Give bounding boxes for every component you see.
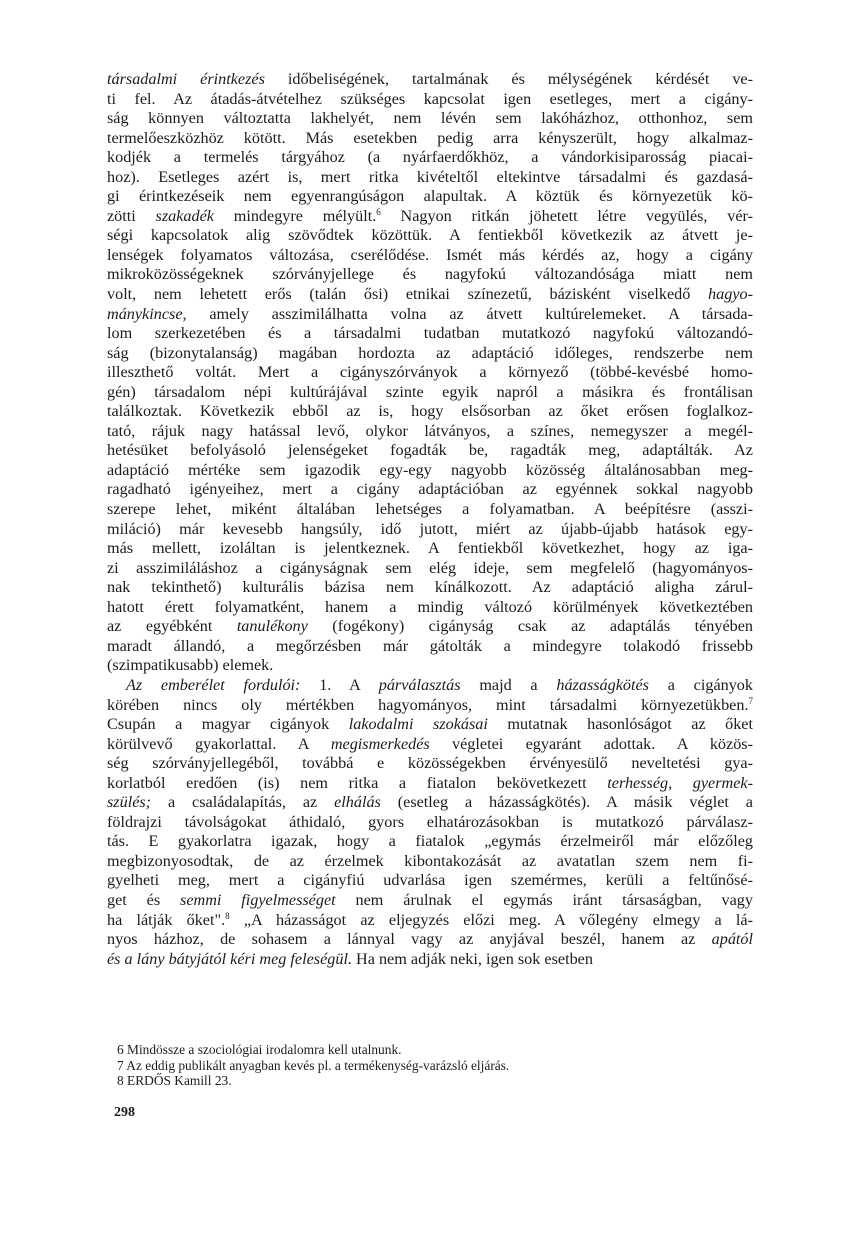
paragraph-2 <box>107 676 753 969</box>
text-line: lom szerkezetében és a társadalmi tudatban mutatkozó nagyfokú változandó- <box>107 324 753 343</box>
text-line: nak tekinthető) kulturális bázisa nem kínálkozott. Az adaptáció aligha zárul- <box>107 578 753 597</box>
text-line: zötti szakadék mindegyre mélyült.$^6$ Nagyon ritkán jöhetett létre vegyülés, vér- <box>107 206 753 225</box>
text-line: mánykincse, amely asszimilálhatta volna az átvett kultúrelemeket. A társada- <box>107 304 753 323</box>
text-line: ragadható igényeihez, mert a cigány adaptációban az egyénnek sokkal nagyobb <box>107 480 753 499</box>
text-line: körülvevő gyakorlattal. A megismerkedés végletei egyaránt adottak. A közös- <box>107 734 753 753</box>
text-line: termelőeszközhöz kötött. Más esetekben pedig arra kényszerült, hogy alkalmaz- <box>107 128 753 147</box>
text-line: lenségek folyamatos változása, cserélődése. Ismét más kérdés az, hogy a cigány <box>107 245 753 264</box>
text-line: körében nincs oly mértékben hagyományos, mint társadalmi környezetükben.$^7$ <box>107 695 753 714</box>
text-line: nyos házhoz, de sohasem a lánnyal vagy az anyjával beszél, hanem az apától <box>107 930 753 949</box>
text-line: tató, rájuk nagy hatással levő, olykor látványos, a színes, nemegyszer a megél- <box>107 421 753 440</box>
text-line: az egyébként tanulékony (fogékony) cigányság csak az adaptálás tényében <box>107 617 753 636</box>
text-line: ti fel. Az átadás-átvételhez szükséges kapcsolat igen esetleges, mert a cigány- <box>107 89 753 108</box>
text-line: ségi kapcsolatok alig szövődtek közöttük. A fentiekből következik az átvett je- <box>107 226 753 245</box>
text-line: kodjék a termelés tárgyához (a nyárfaerdőkhöz, a vándorkisiparosság piacai- <box>107 148 753 167</box>
footnote-6: 6 Mindössze a szociológiai irodalomra kell utalnunk. <box>117 1042 402 1057</box>
text-line: gyelheti meg, mert a cigányfiú udvarlása igen szemérmes, kerüli a feltűnősé- <box>107 871 753 890</box>
text-line: (szimpatikusabb) elemek. <box>107 656 274 675</box>
text-line: találkoztak. Következik ebből az is, hogy elsősorban az őket erősen foglalkoz- <box>107 402 753 421</box>
text-line: zi asszimiláláshoz a cigányságnak sem elég ideje, sem megfelelő (hagyományos- <box>107 558 753 577</box>
text-line: hetésüket befolyásoló jelenségeket fogadták be, ragadták meg, adaptálták. Az <box>107 441 753 460</box>
text-line: ság (bizonytalanság) magában hordozta az adaptáció időleges, rendszerbe nem <box>107 343 753 362</box>
page-body <box>107 70 753 969</box>
text-line: korlatból eredően (is) nem ritka a fiatalon bekövetkezett terhesség, gyermek- <box>107 773 753 792</box>
text-line: ség szórványjellegéből, továbbá e közösségekben érvényesülő neveltetési gya- <box>107 754 753 773</box>
text-line: ha látják őket".$^8$ „A házasságot az eljegyzés előzi meg. A vőlegény elmegy a lá- <box>107 910 753 929</box>
page-number: 298 <box>114 1105 135 1120</box>
text-line: hatott érett folyamatként, hanem a mindig változó körülmények következtében <box>107 597 753 616</box>
text-line: tás. E gyakorlatra igazak, hogy a fiatalok „egymás érzelmeiről már előzőleg <box>107 832 753 851</box>
text-line: volt, nem lehetett erős (talán ősi) etnikai színezetű, bázisként viselkedő hagyo- <box>107 285 753 304</box>
footnote-8: 8 ERDŐS Kamill 23. <box>117 1073 232 1089</box>
paragraph-1 <box>107 70 753 676</box>
text-line: hoz). Esetleges azért is, mert ritka kivételtől eltekintve társadalmi és gazdasá- <box>107 167 753 186</box>
text-line: gi érintkezéseik nem egyenrangúságon alapultak. A köztük és környezetük kö- <box>107 187 753 206</box>
text-line: Csupán a magyar cigányok lakodalmi szokásai mutatnak hasonlóságot az őket <box>107 715 753 734</box>
text-line: más mellett, izoláltan is jelentkeznek. A fentiekből következhet, hogy az iga- <box>107 539 753 558</box>
text-line: ság könnyen változtatta lakhelyét, nem lévén sem lakóházhoz, otthonhoz, sem <box>107 109 753 128</box>
footnotes <box>117 1042 737 1089</box>
text-line: szerepe lehet, miként általában lehetséges a folyamatban. A beépítésre (asszi- <box>107 500 753 519</box>
text-line: és a lány bátyjától kéri meg feleségül. Ha nem adják neki, igen sok esetben <box>107 949 593 968</box>
text-line: mikroközösségeknek szórványjellege és nagyfokú változandósága miatt nem <box>107 265 753 284</box>
text-line: miláció) már kevesebb hangsúly, idő jutott, miért az újabb-újabb hatások egy- <box>107 519 753 538</box>
text-line: adaptáció mértéke sem igazodik egy-egy nagyobb közösség általánosabban meg- <box>107 460 753 479</box>
text-line: gén) társadalom népi kultúrájával szinte egyik napról a másikra és frontálisan <box>107 382 753 401</box>
text-line: Az emberélet fordulói: 1. A párválasztás majd a házasságkötés a cigányok <box>126 675 753 694</box>
text-line: társadalmi érintkezés időbeliségének, tartalmának és mélységének kérdését ve- <box>107 70 753 88</box>
text-line: szülés; a családalapítás, az elhálás (esetleg a házasságkötés). A másik véglet a <box>107 793 753 812</box>
text-line: földrajzi távolságokat áthidaló, gyors elhatározásokban is mutatkozó párválasz- <box>107 812 753 831</box>
text-line: illeszthető voltát. Mert a cigányszórványok a környező (többé-kevésbé homo- <box>107 363 753 382</box>
main-text <box>107 70 753 969</box>
text-line: maradt állandó, a megőrzésben már gátolták a mindegyre tolakodó frissebb <box>107 636 753 655</box>
text-line: get és semmi figyelmességet nem árulnak el egymás iránt társaságban, vagy <box>107 890 753 909</box>
footnote-7: 7 Az eddig publikált anyagban kevés pl. a termékenység-varázsló eljárás. <box>117 1057 510 1073</box>
text-line: megbizonyosodtak, de az érzelmek kibontakozását az avatatlan szem nem fi- <box>107 851 753 870</box>
